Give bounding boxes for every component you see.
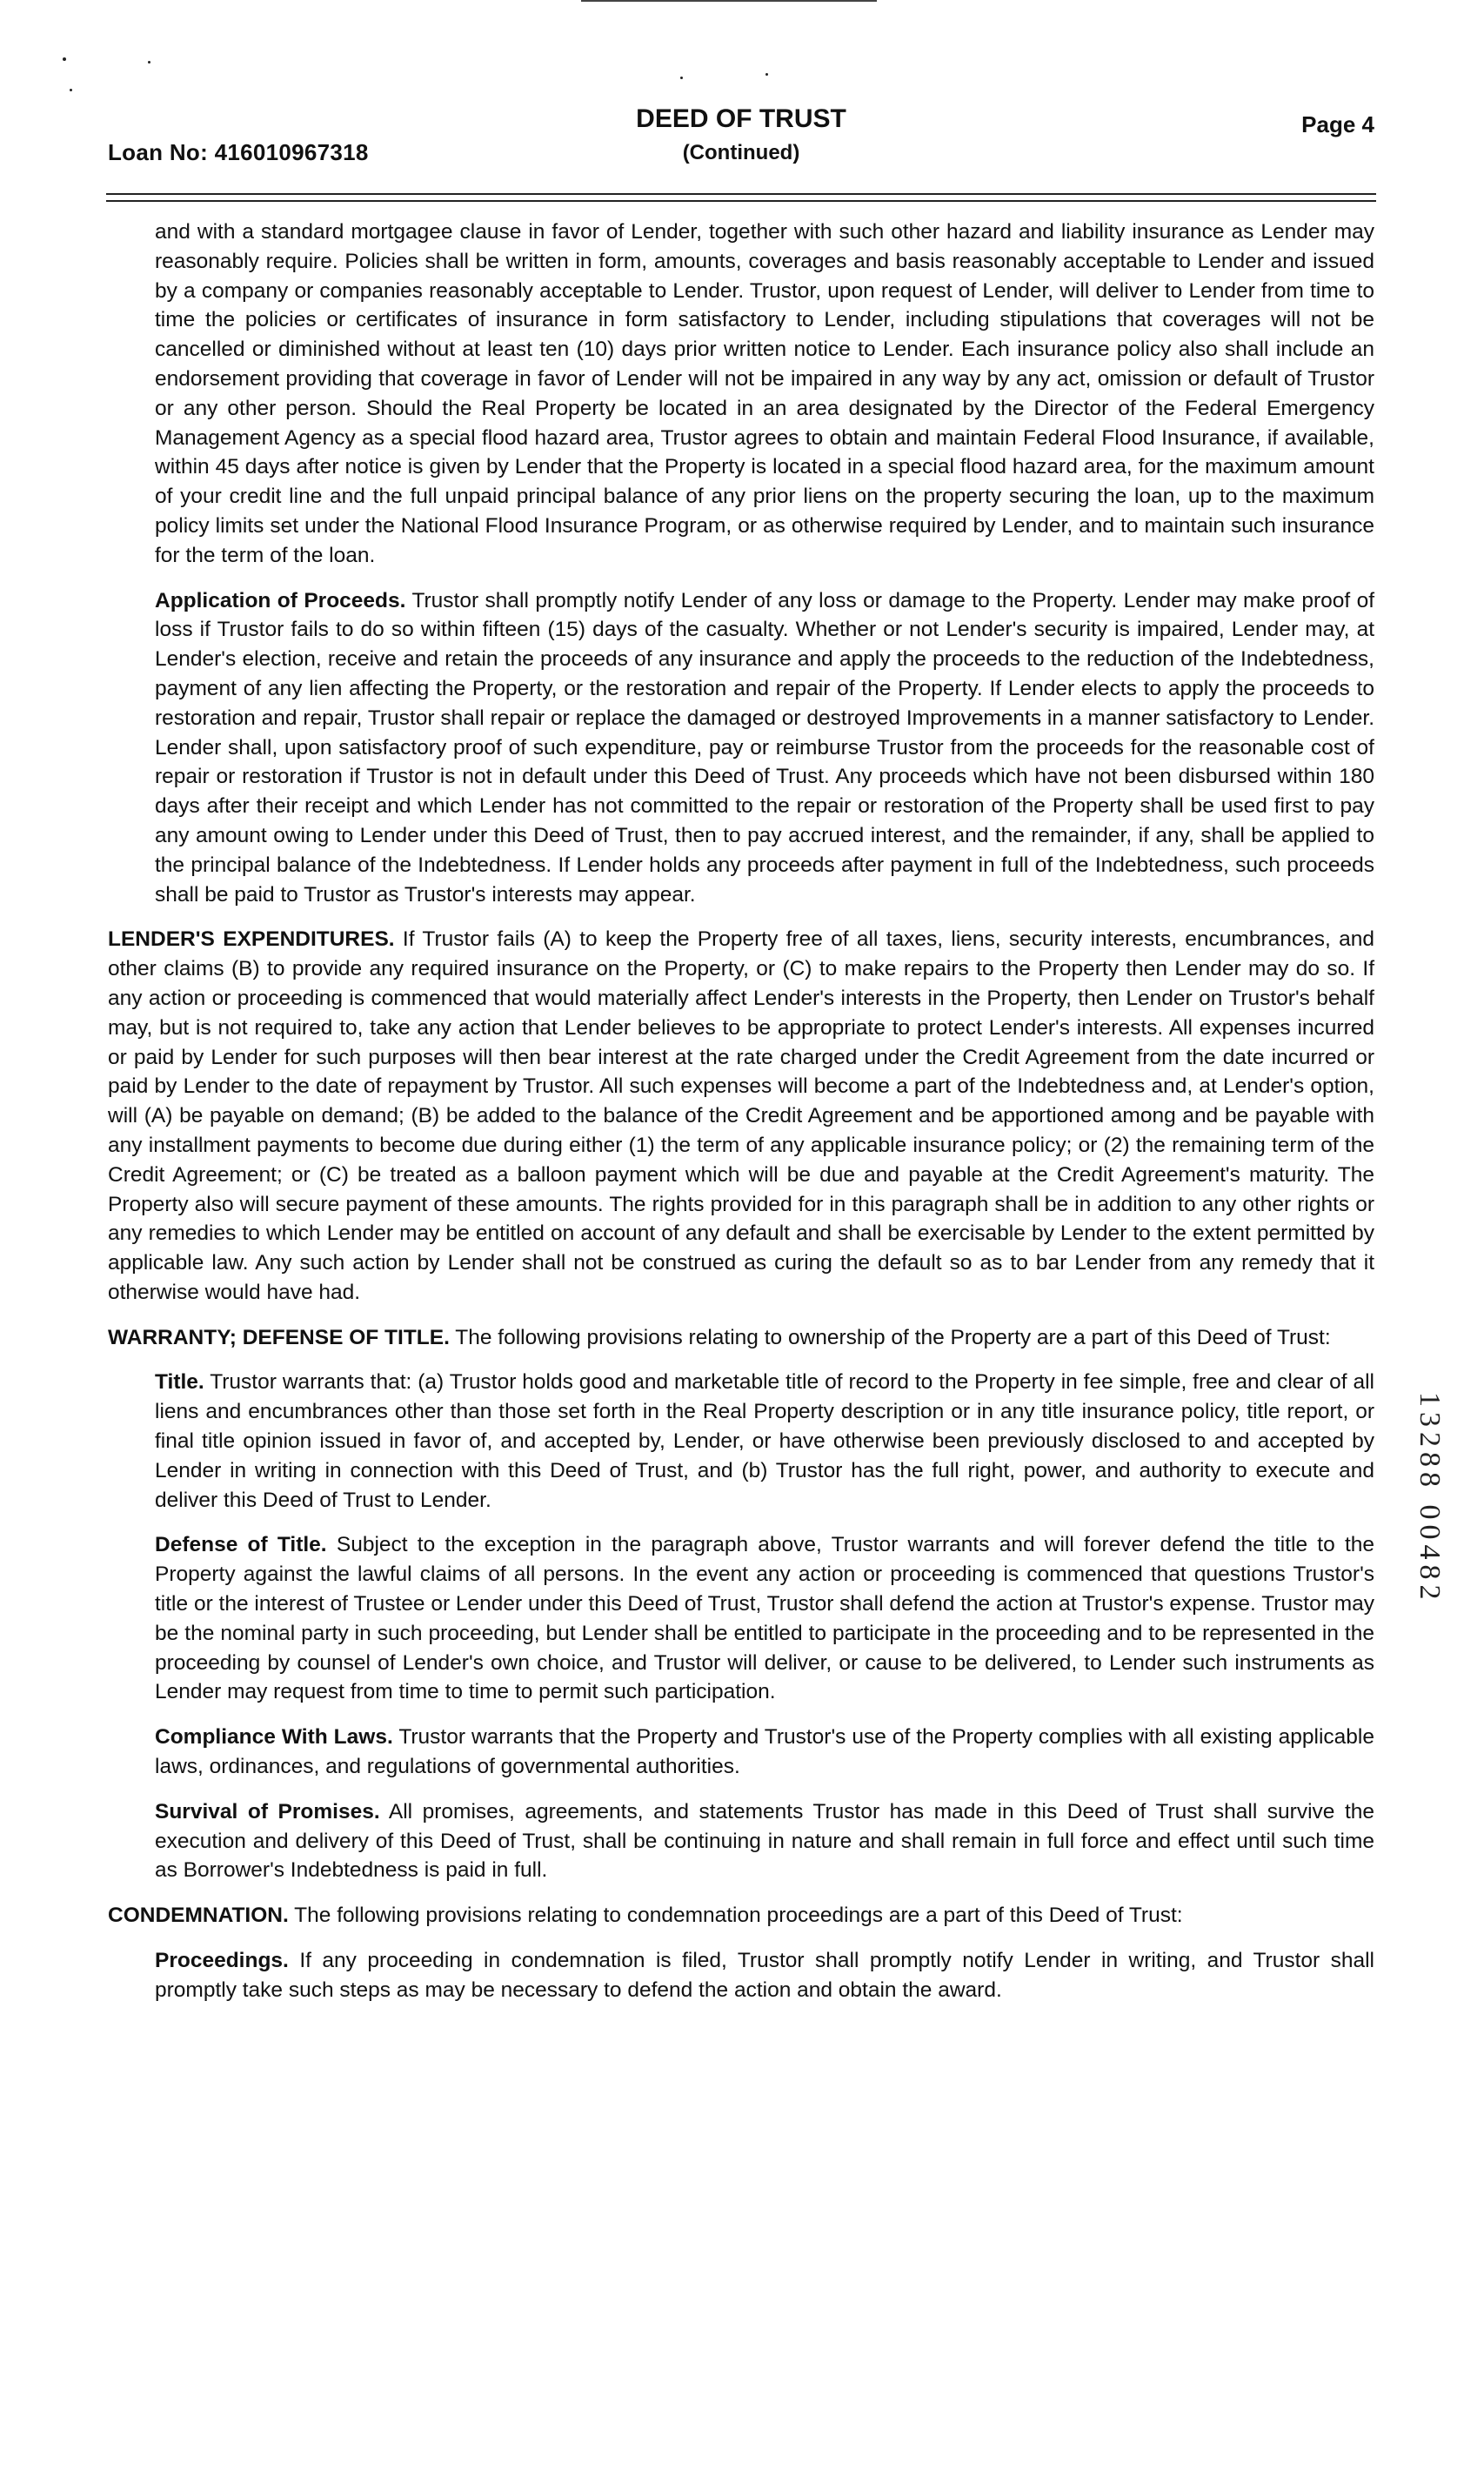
paragraph-heading: Survival of Promises. (155, 1799, 380, 1824)
paragraph-text: All promises, agreements, and statements Trustor has made in this Deed of Trust shall survive the execution and delivery of this Deed of Trust, shall be continuing in nature and shall remain in full force and effect until such time as Borrower's Indebtedness is paid in full. (155, 1799, 1374, 1883)
paragraph-text: Trustor warrants that: (a) Trustor holds good and marketable title of record to the Property in fee simple, free and clear of all liens and encumbrances other than those set forth in the Real Property description or in any title insurance policy, title report, or final title opinion issued in favor of, and accepted by, Lender, or have otherwise been previously disclosed to and accepted by Lender in writing in connection with this Deed of Trust, and (b) Trustor has the full right, power, and authority to execute and deliver this Deed of Trust to Lender. (155, 1370, 1374, 1512)
document-title: DEED OF TRUST (636, 104, 846, 133)
section-heading: CONDEMNATION. (108, 1904, 289, 1928)
paragraph-text: If Trustor fails (A) to keep the Property free of all taxes, liens, security interests, encumbrances, and other claims (B) to provide any required insurance on the Property, or (C) to make repairs to the Property then Lender may do so. If any action or proceeding is commenced that would materially affect Lender's interests in the Property, then Lender on Trustor's behalf may, but is not required to, take any action that Lender believes to be appropriate to protect Lender's interests. All expenses incurred or paid by Lender for such purposes will then bear interest at the rate charged under the Credit Agreement from the date incurred or paid by Lender to the date of repayment by Trustor. All such expenses will become a part of the Indebtedness and, at Lender's option, will (A) be payable on demand; (B) be added to the balance of the Credit Agreement and be apportioned among and be payable with any installment payments to become due during either (1) the term of any applicable insurance policy; or (2) the remaining term of the Credit Agreement; or (C) be treated as a balloon payment which will be due and payable at the Credit Agreement's maturity. The Property also will secure payment of these amounts. The rights provided for in this paragraph shall be in addition to any other rights or any remedies to which Lender may be entitled on account of any default and shall be exercisable by Lender to the extent permitted by applicable law. Any such action by Lender shall not be construed as curing the default so as to bar Lender from any remedy that it otherwise would have had. (108, 927, 1374, 1304)
warranty-defense-of-title-paragraph (108, 1323, 1374, 1353)
paragraph-heading: Title. (155, 1370, 204, 1395)
defense-of-title-paragraph (155, 1530, 1374, 1707)
paragraph-text: Subject to the exception in the paragraph above, Trustor warrants and will forever defend the title to the Property against the lawful claims of all persons. In the event any action or proceeding is commenced that questions Trustor's title or the interest of Trustee or Lender under this Deed of Trust, Trustor shall defend the action at Trustor's expense. Trustor may be the nominal party in such proceeding, but Lender shall be entitled to participate in the proceeding and to be represented in the proceeding by counsel of Lender's own choice, and Trustor will deliver, or cause to be delivered, to Lender such instruments as Lender may request from time to time to permit such participation. (155, 1533, 1375, 1704)
title-paragraph (155, 1368, 1374, 1515)
recording-number: 13288 00482 (1414, 1392, 1446, 1605)
paragraph-heading: Defense of Title. (155, 1533, 327, 1557)
header-rule (106, 200, 1376, 202)
paragraph-text: Trustor shall promptly notify Lender of any loss or damage to the Property. Lender may make proof of loss if Trustor fails to do so within fifteen (15) days of the casualty. Whether or not Lender's security is impaired, Lender may, at Lender's election, receive and retain the proceeds of any insurance and apply the proceeds to the reduction of the Indebtedness, payment of any lien affecting the Property, or the restoration and repair of the Property. If Lender elects to apply the proceeds to restoration and repair, Trustor shall repair or replace the damaged or destroyed Improvements in a manner satisfactory to Lender. Lender shall, upon satisfactory proof of such expenditure, pay or reimburse Trustor from the proceeds for the reasonable cost of repair or restoration if Trustor is not in default under this Deed of Trust. Any proceeds which have not been disbursed within 180 days after their receipt and which Lender has not committed to the repair or restoration of the Property shall be used first to pay any amount owing to Lender under this Deed of Trust, then to pay accrued interest, and the remainder, if any, shall be applied to the principal balance of the Indebtedness. If Lender holds any proceeds after payment in full of the Indebtedness, such proceeds shall be paid to Trustor as Trustor's interests may appear. (155, 588, 1375, 907)
document-body (108, 217, 1374, 2021)
page-number: Page 4 (1301, 111, 1374, 137)
section-heading: LENDER'S EXPENDITURES. (108, 927, 395, 952)
recording-number-stamp (1416, 1392, 1451, 1636)
scan-speck (765, 73, 768, 76)
loan-number: Loan No: 416010967318 (108, 139, 369, 165)
paragraph-text: Trustor warrants that the Property and Trustor's use of the Property complies with all existing applicable laws, ordinances, and regulations of governmental authorities. (155, 1725, 1374, 1779)
scan-speck (680, 77, 683, 79)
paragraph-heading: Proceedings. (155, 1949, 289, 1973)
document-subtitle: (Continued) (682, 141, 800, 164)
compliance-with-laws-paragraph (155, 1723, 1374, 1782)
lenders-expenditures-paragraph (108, 925, 1374, 1307)
paragraph-text: The following provisions relating to ownership of the Property are a part of this Deed of Trust: (455, 1325, 1331, 1349)
scan-speck (70, 89, 72, 91)
paragraph-text: The following provisions relating to condemnation proceedings are a part of this Deed of Trust: (294, 1904, 1183, 1928)
paragraph-text: If any proceeding in condemnation is filed, Trustor shall promptly notify Lender in writing, and Trustor shall promptly take such steps as may be necessary to defend the action and obtain the award. (155, 1949, 1375, 2002)
application-of-proceeds-paragraph (155, 586, 1374, 910)
scan-speck (63, 57, 66, 61)
paragraph-text: and with a standard mortgagee clause in favor of Lender, together with such other hazard and liability insurance as Lender may reasonably require. Policies shall be written in form, amounts, coverages and basis reasonably acceptable to Lender and issued by a company or companies reasonably acceptable to Lender. Trustor, upon request of Lender, will deliver to Lender from time to time the policies or certificates of insurance in form satisfactory to Lender, including stipulations that coverages will not be cancelled or diminished without at least ten (10) days prior written notice to Lender. Each insurance policy also shall include an endorsement providing that coverage in favor of Lender will not be impaired in any way by any act, omission or default of Trustor or any other person. Should the Real Property be located in an area designated by the Director of the Federal Emergency Management Agency as a special flood hazard area, Trustor agrees to obtain and maintain Federal Flood Insurance, if available, within 45 days after notice is given by Lender that the Property is located in a special flood hazard area, for the maximum amount of your credit line and the full unpaid principal balance of any prior liens on the property securing the loan, up to the maximum policy limits set under the National Flood Insurance Program, or as otherwise required by Lender, and to maintain such insurance for the term of the loan. (155, 220, 1374, 567)
paragraph-heading: Application of Proceeds. (155, 588, 406, 612)
section-heading: WARRANTY; DEFENSE OF TITLE. (108, 1325, 450, 1349)
survival-of-promises-paragraph (155, 1797, 1374, 1885)
scan-speck (148, 61, 150, 64)
paragraph-heading: Compliance With Laws. (155, 1725, 393, 1750)
proceedings-paragraph (155, 1946, 1374, 2005)
top-edge-line (581, 0, 877, 2)
condemnation-paragraph (108, 1901, 1374, 1931)
header-rule (106, 193, 1376, 195)
document-header (108, 104, 1374, 174)
insurance-paragraph (155, 217, 1374, 571)
